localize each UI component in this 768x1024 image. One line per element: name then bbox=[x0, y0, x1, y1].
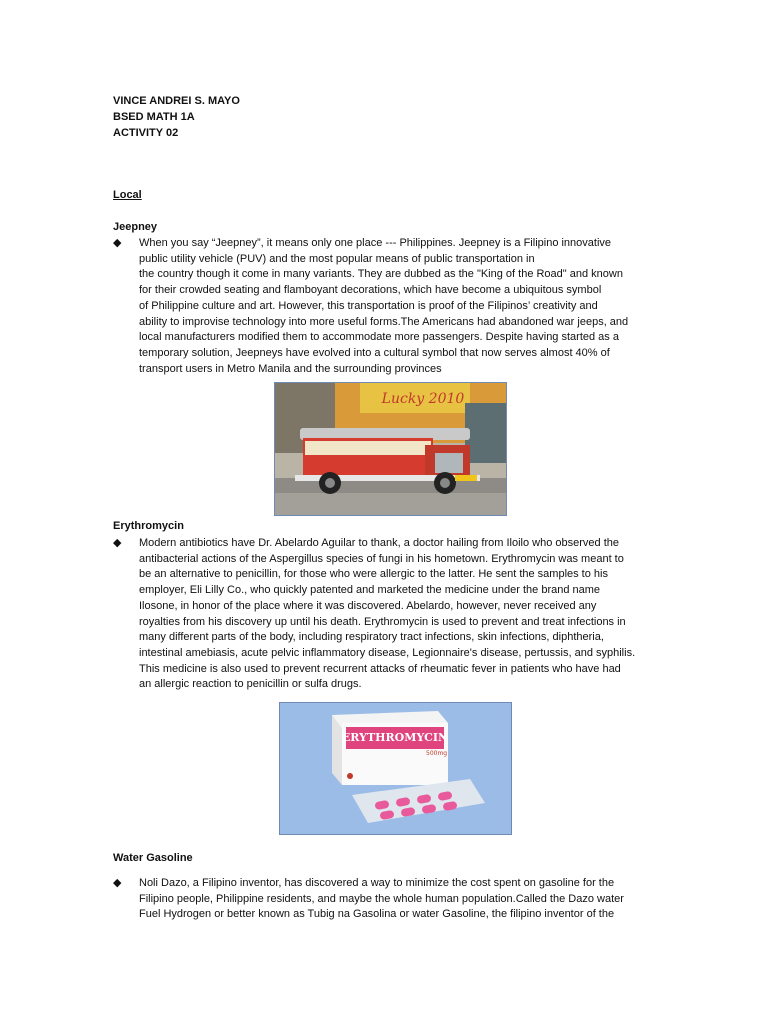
paragraph-line: be an alternative to penicillin, for those who were allergic to the latter. He sent the samples to his bbox=[139, 568, 608, 581]
bullet-icon: ◆ bbox=[113, 537, 122, 549]
erythromycin-illustration bbox=[280, 703, 511, 834]
paragraph-line: public utility vehicle (PUV) and the most popular means of public transportation in bbox=[139, 252, 535, 265]
box-label-text: ERYTHROMYCIN bbox=[341, 731, 449, 744]
paragraph-line: Modern antibiotics have Dr. Abelardo Aguilar to thank, a doctor hailing from Iloilo who observed the bbox=[139, 537, 619, 549]
erythromycin-photo bbox=[279, 702, 512, 835]
lucky-sign-text: Lucky 2010 bbox=[381, 391, 465, 407]
paragraph-line: employer, Eli Lilly Co., who quickly patented and marketed the medicine under the brand name bbox=[139, 584, 601, 597]
jeepney-illustration bbox=[275, 383, 506, 515]
paragraph-line: an allergic reaction to penicillin or sulfa drugs. bbox=[139, 678, 362, 691]
paragraph-line: Filipino people, Philippine residents, and maybe the whole human population.Called the Dazo water bbox=[139, 892, 624, 905]
jeepney-paragraph bbox=[139, 236, 659, 377]
paragraph-line: When you say “Jeepney”, it means only one place --- Philippines. Jeepney is a Filipino innovative bbox=[139, 237, 612, 249]
author-name: VINCE ANDREI S. MAYO bbox=[113, 95, 240, 107]
paragraph-line: transport users in Metro Manila and the surrounding provinces bbox=[139, 362, 442, 375]
erythromycin-heading: Erythromycin bbox=[113, 520, 184, 532]
paragraph-line: for their crowded seating and flamboyant decorations, which have become a ubiquitous symbol bbox=[139, 284, 602, 297]
water-gasoline-paragraph bbox=[139, 876, 659, 923]
paragraph-line: many different parts of the body, including respiratory tract infections, skin infections, diphtheria, bbox=[139, 631, 604, 644]
paragraph-line: This medicine is also used to prevent recurrent attacks of rheumatic fever in patients who have had bbox=[139, 662, 621, 675]
paragraph-line: antibacterial actions of the Aspergillus species of fungi in his hometown. Erythromycin was meant to bbox=[139, 552, 624, 565]
water-gasoline-heading: Water Gasoline bbox=[113, 852, 193, 864]
bullet-icon: ◆ bbox=[113, 877, 122, 889]
erythromycin-paragraph bbox=[139, 536, 659, 693]
paragraph-line: ability to improvise technology into more useful forms.The Americans had abandoned war jeeps, and bbox=[139, 315, 629, 328]
paragraph-line: Noli Dazo, a Filipino inventor, has discovered a way to minimize the cost spent on gasoline for the bbox=[139, 877, 615, 889]
paragraph-line: temporary solution, Jeepneys have evolved into a cultural symbol that now serves almost 40% of bbox=[139, 346, 610, 359]
course-label: BSED MATH 1A bbox=[113, 111, 195, 123]
jeepney-photo bbox=[274, 382, 507, 516]
paragraph-line: Ilosone, in honor of the place where it was discovered. Abelardo, however, never received any bbox=[139, 599, 597, 612]
paragraph-line: of Philippine culture and art. However, this transportation is proof of the Filipinos’ creativity and bbox=[139, 299, 598, 312]
section-local-heading: Local bbox=[113, 189, 142, 201]
activity-label: ACTIVITY 02 bbox=[113, 127, 179, 139]
jeepney-heading: Jeepney bbox=[113, 221, 158, 233]
paragraph-line: royalties from his discovery up until his death. Erythromycin is used to prevent and treat infections in bbox=[139, 615, 626, 628]
bullet-icon: ◆ bbox=[113, 237, 122, 249]
paragraph-line: the country though it come in many variants. They are dubbed as the "King of the Road" and known bbox=[139, 268, 623, 281]
paragraph-line: Fuel Hydrogen or better known as Tubig na Gasolina or water Gasoline, the filipino inventor of the bbox=[139, 908, 615, 921]
paragraph-line: local manufacturers modified them to accommodate more passengers. Despite having started as a bbox=[139, 331, 619, 344]
box-dose-text: 500mg bbox=[426, 750, 448, 757]
paragraph-line: intestinal amebiasis, acute pelvic inflammatory disease, Legionnaire's disease, pertussis, and syphilis. bbox=[139, 646, 636, 659]
